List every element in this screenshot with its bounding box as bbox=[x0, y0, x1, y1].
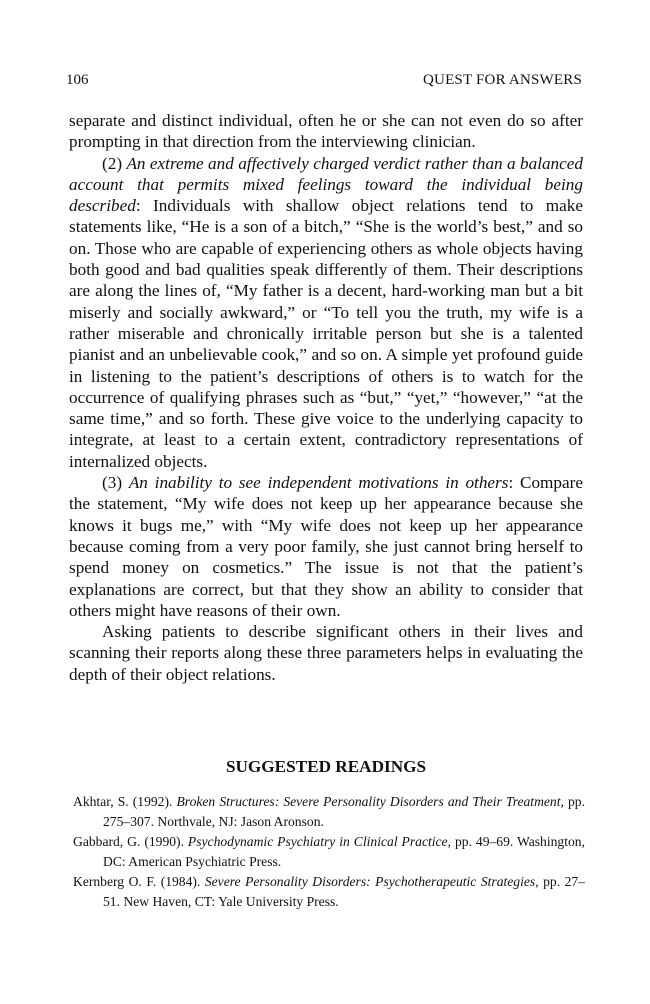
item-body: : Compare the statement, “My wife does not keep up her appearance because she knows it bugs me,” with “My wife does not keep up her appearance because coming from a very poor family, she just cannot bring herself to spend money on cosmetics.” The issue is not that the patient’s explanations are correct, but that they show an ability to consider that others might have reasons of their own. bbox=[69, 473, 583, 620]
item-body: : Individuals with shallow object relations tend to make statements like, “He is a son of a bitch,” “She is the world’s best,” and so on. Those who are capable of experiencing others as whole objects having both good and bad qualities speak differently of them. Their descriptions are along the lines of, “My father is a decent, hard-working man but a bit miserly and socially awkward,” or “To tell you the truth, my wife is a rather miserable and chronically irritable person but she is a talented pianist and an unbelievable cook,” and so on. A simple yet profound guide in listening to the patient’s descriptions of others is to watch for the occurrence of qualifying phrases such as “but,” “yet,” “however,” “at the same time,” and so forth. These give voice to the underlying capacity to integrate, at least to a certain extent, contradictory representations of internalized objects. bbox=[69, 196, 583, 471]
body-text bbox=[69, 110, 583, 685]
paragraph-4: Asking patients to describe significant others in their lives and scanning their reports along these three parameters helps in evaluating the depth of their object relations. bbox=[69, 622, 583, 684]
reference-author: Gabbard, G. (1990). bbox=[73, 834, 188, 849]
reference-title: Psychodynamic Psychiatry in Clinical Practice bbox=[187, 834, 448, 849]
reference-details: , pp. 49–69. Washington, DC: American Psychiatric Press. bbox=[103, 834, 585, 869]
item-heading: An extreme and affectively charged verdict rather than a balanced account that permits mixed feelings toward the individual being described bbox=[69, 153, 584, 216]
reference-item bbox=[73, 832, 585, 872]
reference-author: Kernberg O. F. (1984). bbox=[73, 874, 205, 889]
reference-author: Akhtar, S. (1992). bbox=[73, 794, 177, 809]
paragraph-1: separate and distinct individual, often he or she can not even do so after prompting in that direction from the interviewing clinician. bbox=[69, 111, 583, 152]
item-number: (2) bbox=[102, 153, 127, 173]
reference-item bbox=[73, 792, 585, 832]
page-header bbox=[66, 70, 582, 90]
paragraph-2 bbox=[69, 153, 583, 472]
reference-details: , pp. 275–307. Northvale, NJ: Jason Aronson. bbox=[103, 794, 585, 829]
reference-title: Severe Personality Disorders: Psychotherapeutic Strategies bbox=[204, 874, 536, 889]
page-number: 106 bbox=[66, 72, 89, 88]
item-heading: An inability to see independent motivations in others bbox=[128, 473, 509, 493]
paragraph-3 bbox=[69, 472, 583, 621]
reference-title: Broken Structures: Severe Personality Disorders and Their Treatment bbox=[176, 794, 561, 809]
running-head: QUEST FOR ANSWERS bbox=[423, 72, 582, 88]
section-title: SUGGESTED READINGS bbox=[225, 757, 427, 776]
reference-details: , pp. 27–51. New Haven, CT: Yale University Press. bbox=[103, 874, 585, 909]
reference-item bbox=[73, 872, 585, 912]
item-number: (3) bbox=[102, 473, 129, 493]
reference-list bbox=[73, 792, 585, 912]
